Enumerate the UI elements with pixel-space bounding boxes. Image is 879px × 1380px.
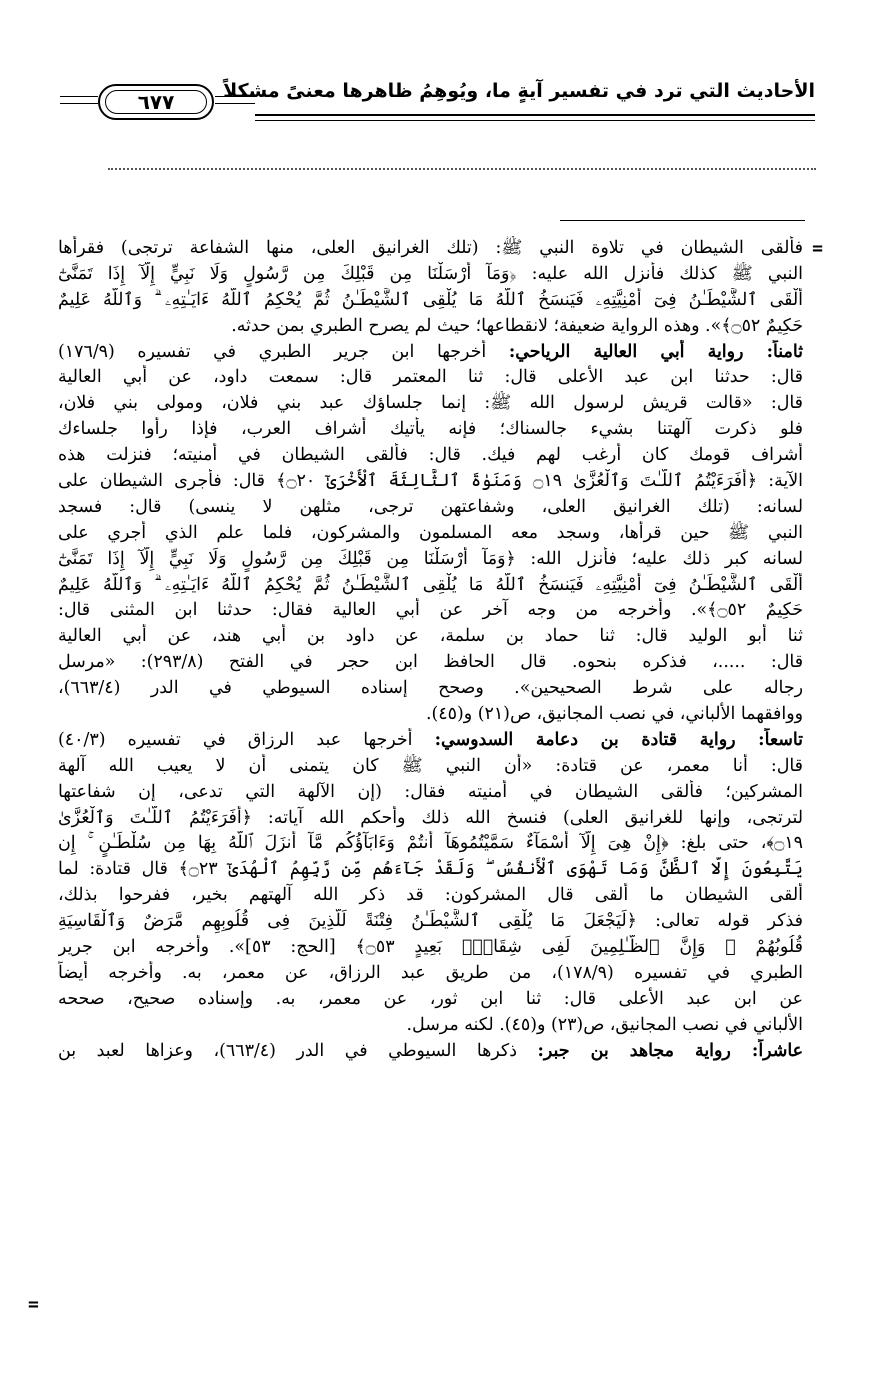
- text-line: رجاله على شرط الصحيحين». وصحح إسناده السيوطي في الدر (٦٦٣/٤)،: [58, 678, 803, 699]
- text-line: أشراف قومك كان أرغب لهم فيك. قال: فألقى الشيطان في أمنيته؛ فنزلت هذه: [58, 445, 803, 466]
- page-number-ornament: [60, 84, 255, 124]
- dotted-separator: [108, 168, 816, 170]
- text-line: ثنا أبو الوليد قال: ثنا حماد بن سلمة، عن داود بن أبي هند، عن أبي العالية: [58, 626, 803, 647]
- text-line: قال: «قالت قريش لرسول الله ﷺ: إنما جلساؤك عبد بني فلان، ومولى بني فلان،: [58, 393, 803, 414]
- text-line: قال: أنا معمر، عن قتادة: «أن النبي ﷺ كان يتمنى أن لا يعيب الله آلهة: [58, 755, 803, 776]
- footnote-rule: [560, 220, 805, 221]
- text-line: المشركين؛ فألقى الشيطان في أمنيته فقال: (إن الآلهة التي تدعى، إن شفاعتها: [58, 781, 803, 802]
- text-line: ألقى الشيطان ما ألقى قال المشركون: قد ذكر الله آلهتهم بخير، ففرحوا بذلك،: [58, 885, 803, 906]
- running-title: الأحاديث التي ترد في تفسير آيةٍ ما، ويُوهِمُ ظاهرها معنىً مشكلاً: [223, 80, 815, 102]
- ornament-lines-right: [215, 96, 255, 104]
- text-line: فألقى الشيطان في تلاوة النبي ﷺ: (تلك الغرانيق العلى، منها الشفاعة ترتجى) فقرأها: [58, 238, 803, 258]
- text-line: قُلُوبُهُمْ ۗ وَإِنَّ ٱلظَّـٰلِمِينَ لَفِى شِقَاقٍۭ بَعِيدٍ ۝٥٣﴾ [الحج: ٥٣]». وأخرجه ابن جرير: [58, 937, 803, 958]
- text-line: لترتجى، وإنها للغرانيق العلى) فنسخ الله ذلك وأحكم الله آياته: ﴿أَفَرَءَيْتُمُ ٱللَّـٰتَ وَٱلْعُزَّىٰ: [58, 807, 803, 828]
- text-line: حَكِيمٌ ۝٥٢﴾». وهذه الرواية ضعيفة؛ لانقطاعها؛ حيث لم يصرح الطبري بمن حدثه.: [231, 315, 803, 336]
- continuation-marker-top: =: [812, 238, 823, 259]
- ornament-lines-left: [60, 96, 98, 104]
- section-heading-label: عاشراً: رواية مجاهد بن جبر:: [537, 1040, 803, 1061]
- text-line: النبي ﷺ حين قرأها، وسجد معه المسلمون والمشركون، فلما علم الذي أجري على: [58, 522, 803, 543]
- text-line: يَتَّبِعُونَ إِلَّا ٱلظَّنَّ وَمَا تَهْوَى ٱلْأَنفُسُ ۖ وَلَقَدْ جَآءَهُم مِّن رَّبِّهِمُ ٱلْهُدَىٰٓ ۝٢٣﴾ قال قتادة: لما: [58, 859, 803, 880]
- page-header: [60, 70, 815, 126]
- text-line: تاسعاً: رواية قتادة بن دعامة السدوسي: أخرجها عبد الرزاق في تفسيره (٤٠/٣): [58, 729, 803, 750]
- continuation-marker-bottom: =: [28, 1294, 39, 1315]
- page-number: ٦٧٧: [105, 90, 207, 114]
- text-line: عن ابن عبد الأعلى قال: ثنا ابن ثور، عن معمر، به. وإسناده صحيح، صححه: [58, 988, 803, 1009]
- text-line: قال: .....، فذكره بنحوه. قال الحافظ ابن حجر في الفتح (٢٩٣/٨): «مرسل: [58, 652, 803, 673]
- text-line: عاشراً: رواية مجاهد بن جبر: ذكرها السيوطي في الدر (٦٦٣/٤)، وعزاها لعبد بن: [58, 1040, 803, 1061]
- section-heading-label: تاسعاً: رواية قتادة بن دعامة السدوسي:: [434, 729, 803, 750]
- text-line: ۝١٩﴾، حتى بلغ: ﴿إِنْ هِىَ إِلَّآ أَسْمَآءٌ سَمَّيْتُمُوهَآ أَنتُمْ وَءَابَآؤُكُم مَّآ أَنزَلَ ٱللَّهُ بِهَا مِن سُلْطَـٰنٍ ۚ إِن: [58, 833, 803, 854]
- text-line: فلو ذكرت آلهتنا بشيء جالسناك؛ فإنه يأتيك أشراف العرب، فإذا رأوا جلساءك: [58, 419, 803, 440]
- text-line: فذكر قوله تعالى: ﴿لِّيَجْعَلَ مَا يُلْقِى ٱلشَّيْطَـٰنُ فِتْنَةً لِّلَّذِينَ فِى قُلُوبِهِم مَّرَضٌ وَٱلْقَاسِيَةِ: [58, 911, 803, 932]
- text-line: لسانه: (تلك الغرانيق العلى، وشفاعتهن ترجى، مثلهن لا ينسى) قال: فسجد: [58, 496, 803, 517]
- text-line: أَلْقَى ٱلشَّيْطَـٰنُ فِىٓ أُمْنِيَّتِهِۦ فَيَنسَخُ ٱللَّهُ مَا يُلْقِى ٱلشَّيْطَـٰنُ ثُمَّ يُحْكِمُ ٱللَّهُ ءَايَـٰتِهِۦ ۗ وَٱللَّهُ عَلِيمٌ: [58, 574, 803, 595]
- text-line: الآية: ﴿أَفَرَءَيْتُمُ ٱللَّـٰتَ وَٱلْعُزَّىٰ ۝١٩ وَمَنَوٰةَ ٱلثَّالِثَةَ ٱلْأُخْرَىٰٓ ۝٢٠﴾ قال: فأجرى الشيطان على: [58, 471, 803, 492]
- header-rule: [255, 114, 815, 121]
- text-line: ووافقهما الألباني، في نصب المجانيق، ص(٢١) و(٤٥).: [425, 704, 803, 725]
- text-line: النبي ﷺ كذلك فأنزل الله عليه: ﴿وَمَآ أَرْسَلْنَا مِن قَبْلِكَ مِن رَّسُولٍ وَلَا نَبِيٍّ إِلَّآ إِذَا تَمَنَّىٰٓ: [58, 263, 803, 284]
- text-line: الألباني في نصب المجانيق، ص(٢٣) و(٤٥). لكنه مرسل.: [406, 1014, 803, 1035]
- section-heading-label: ثامناً: رواية أبي العالية الرياحي:: [508, 341, 803, 362]
- footnote-body: [58, 236, 803, 1065]
- text-line: ثامناً: رواية أبي العالية الرياحي: أخرجها ابن جرير الطبري في تفسيره (١٧٦/٩): [58, 341, 803, 362]
- text-line: قال: حدثنا ابن عبد الأعلى قال: ثنا المعتمر قال: سمعت داود، عن أبي العالية: [58, 367, 803, 388]
- text-line: حَكِيمٌ ۝٥٢﴾». وأخرجه من وجه آخر عن أبي العالية فقال: حدثنا ابن المثنى قال:: [58, 600, 803, 621]
- page-number-frame: [98, 84, 214, 120]
- text-line: الطبري في تفسيره (١٧٨/٩)، من طريق عبد الرزاق، عن معمر، به. وأخرجه أيضاً: [58, 962, 803, 983]
- text-line: أَلْقَى ٱلشَّيْطَـٰنُ فِىٓ أُمْنِيَّتِهِۦ فَيَنسَخُ ٱللَّهُ مَا يُلْقِى ٱلشَّيْطَـٰنُ ثُمَّ يُحْكِمُ ٱللَّهُ ءَايَـٰتِهِۦ ۗ وَٱللَّهُ عَلِيمٌ: [58, 289, 803, 310]
- text-line: لسانه كبر ذلك عليه؛ فأنزل الله: ﴿وَمَآ أَرْسَلْنَا مِن قَبْلِكَ مِن رَّسُولٍ وَلَا نَبِيٍّ إِلَّآ إِذَا تَمَنَّىٰٓ: [58, 548, 803, 569]
